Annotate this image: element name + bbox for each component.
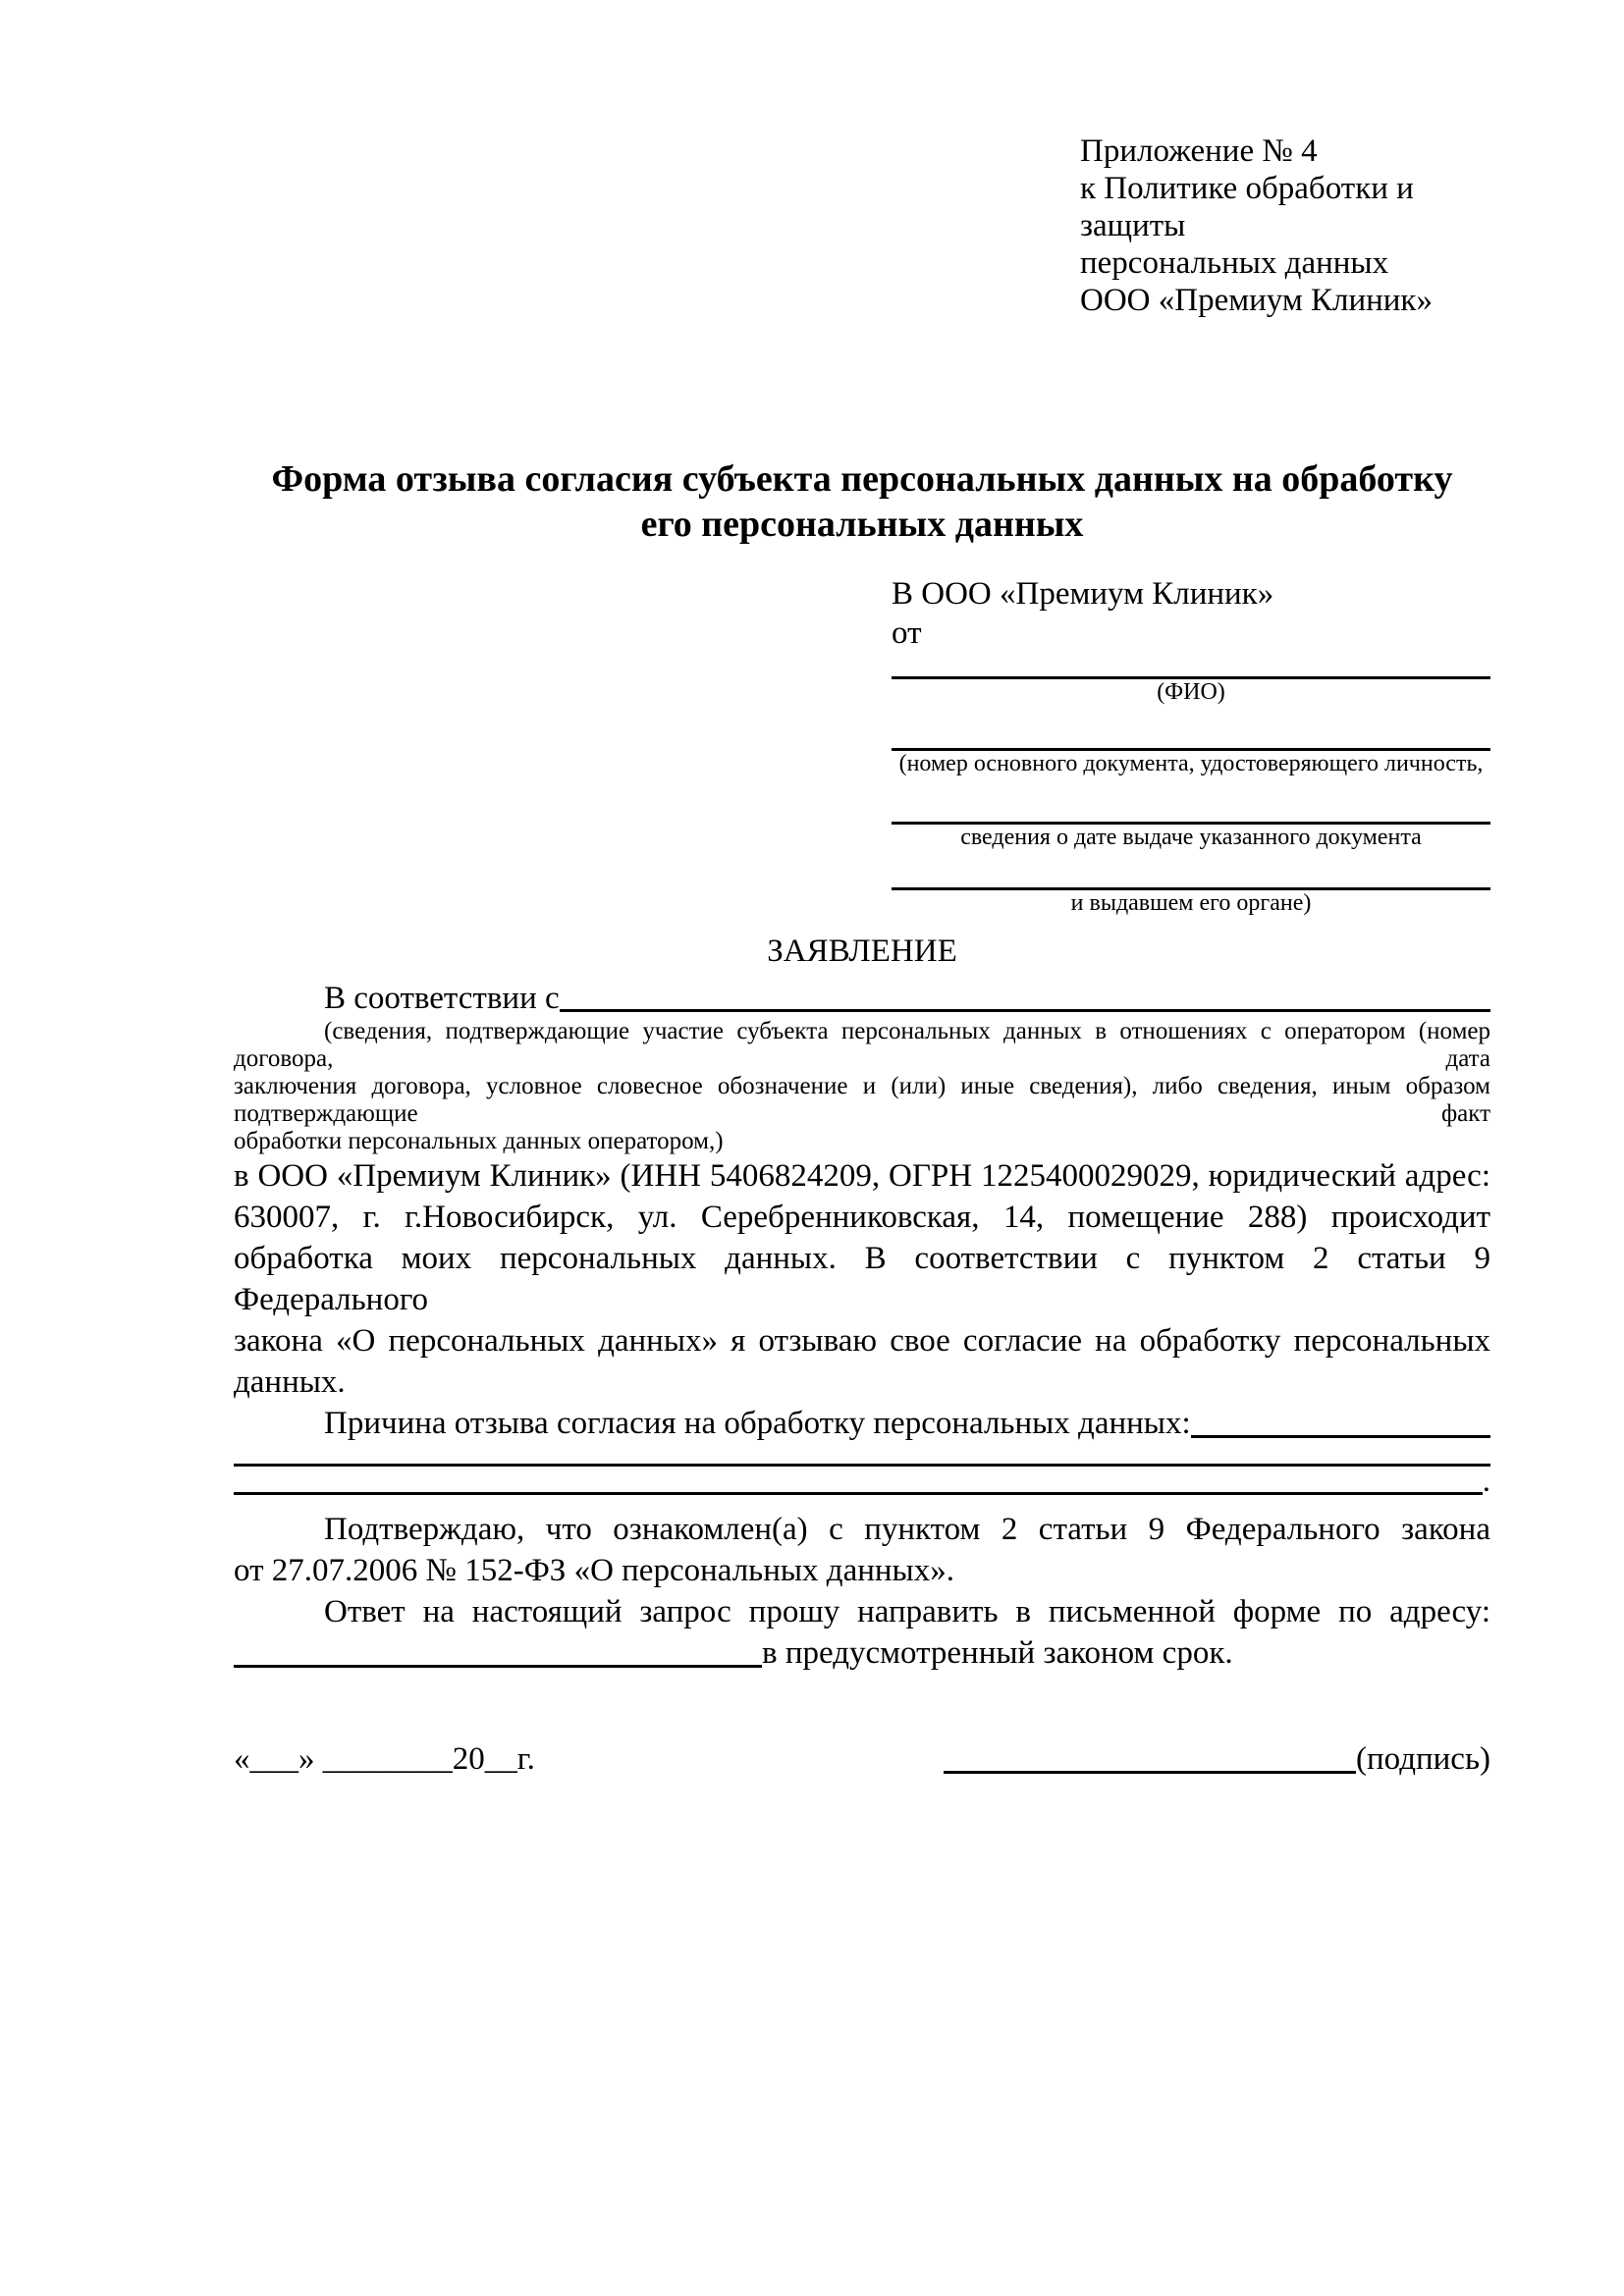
document-number-fill-line (892, 705, 1490, 751)
issue-date-fill-line (892, 776, 1490, 825)
reason-line (234, 1403, 1490, 1444)
body-line: закона «О персональных данных» я отзываю свое согласие на обработку персональных (234, 1323, 1490, 1359)
title-line: Форма отзыва согласия субъекта персональных данных на обработку (271, 458, 1453, 500)
intro-line (234, 979, 1490, 1018)
reason-label: Причина отзыва согласия на обработку персональных данных: (324, 1406, 1191, 1441)
statement-heading: ЗАЯВЛЕНИЕ (767, 934, 957, 969)
reason-fill-line-3-rule (234, 1492, 1483, 1495)
fine-print-line: обработки персональных данных оператором,) (234, 1128, 724, 1154)
body-line: данных. (234, 1364, 346, 1400)
title-line: его персональных данных (640, 504, 1084, 545)
appendix-line: ООО «Премиум Клиник» (1080, 283, 1433, 318)
document-number-caption: (номер основного документа, удостоверяющего личность, (898, 751, 1484, 776)
signature-row (234, 1738, 1490, 1780)
reply-suffix: в предусмотренный законом срок. (762, 1635, 1233, 1671)
reason-fill-line (1191, 1435, 1490, 1438)
addressee-block (892, 574, 1490, 916)
reply-address-line (234, 1632, 1490, 1674)
body-line: обработка моих персональных данных. В соответствии с пунктом 2 статьи 9 Федерального (234, 1241, 1490, 1317)
fine-print-line: (сведения, подтверждающие участие субъекта персональных данных в отношениях с оператором (номер договора, дата (234, 1018, 1490, 1072)
issue-date-caption: сведения о дате выдаче указанного документа (960, 825, 1422, 850)
document-title (234, 456, 1490, 547)
fio-fill-line (892, 653, 1490, 679)
fio-caption: (ФИО) (1157, 679, 1225, 705)
signature-caption: (подпись) (1356, 1741, 1490, 1777)
confirm-line: от 27.07.2006 № 152-ФЗ «О персональных данных». (234, 1553, 954, 1588)
reason-period: . (1482, 1464, 1490, 1499)
intro-prefix: В соответствии с (324, 981, 560, 1016)
date-blank: «___» ________20__г. (234, 1741, 535, 1777)
reason-fill-line-2 (234, 1444, 1490, 1467)
confirm-line: Подтверждаю, что ознакомлен(а) с пунктом 2 статьи 9 Федерального закона (324, 1512, 1490, 1547)
appendix-block (1080, 133, 1490, 319)
confirm-paragraph (234, 1509, 1490, 1591)
body-line: в ООО «Премиум Клиник» (ИНН 5406824209, ОГРН 1225400029029, юридический адрес: (234, 1158, 1490, 1194)
reason-fill-line-3 (234, 1464, 1490, 1499)
appendix-line: Приложение № 4 (1080, 133, 1318, 169)
appendix-line: персональных данных (1080, 245, 1389, 281)
issuing-authority-fill-line (892, 850, 1490, 890)
appendix-line: к Политике обработки и защиты (1080, 171, 1414, 243)
fine-print (234, 1018, 1490, 1155)
signature-group (944, 1738, 1490, 1780)
addressee-to: В ООО «Премиум Клиник» (892, 576, 1274, 612)
reply-line: Ответ на настоящий запрос прошу направить в письменной форме по адресу: (324, 1594, 1490, 1629)
issuing-authority-caption: и выдавшем его органе) (1070, 890, 1312, 916)
signature-fill-line (944, 1771, 1356, 1774)
basis-fill-line (560, 1009, 1490, 1012)
reply-paragraph (234, 1591, 1490, 1674)
address-fill-line (234, 1665, 762, 1668)
body-paragraph (234, 1155, 1490, 1403)
body-line: 630007, г. г.Новосибирск, ул. Серебренниковская, 14, помещение 288) происходит (234, 1200, 1490, 1235)
fine-print-line: заключения договора, условное словесное обозначение и (или) иные сведения), либо сведения, иным образом подтверждающие факт (234, 1073, 1490, 1127)
addressee-from-label: от (892, 615, 922, 651)
